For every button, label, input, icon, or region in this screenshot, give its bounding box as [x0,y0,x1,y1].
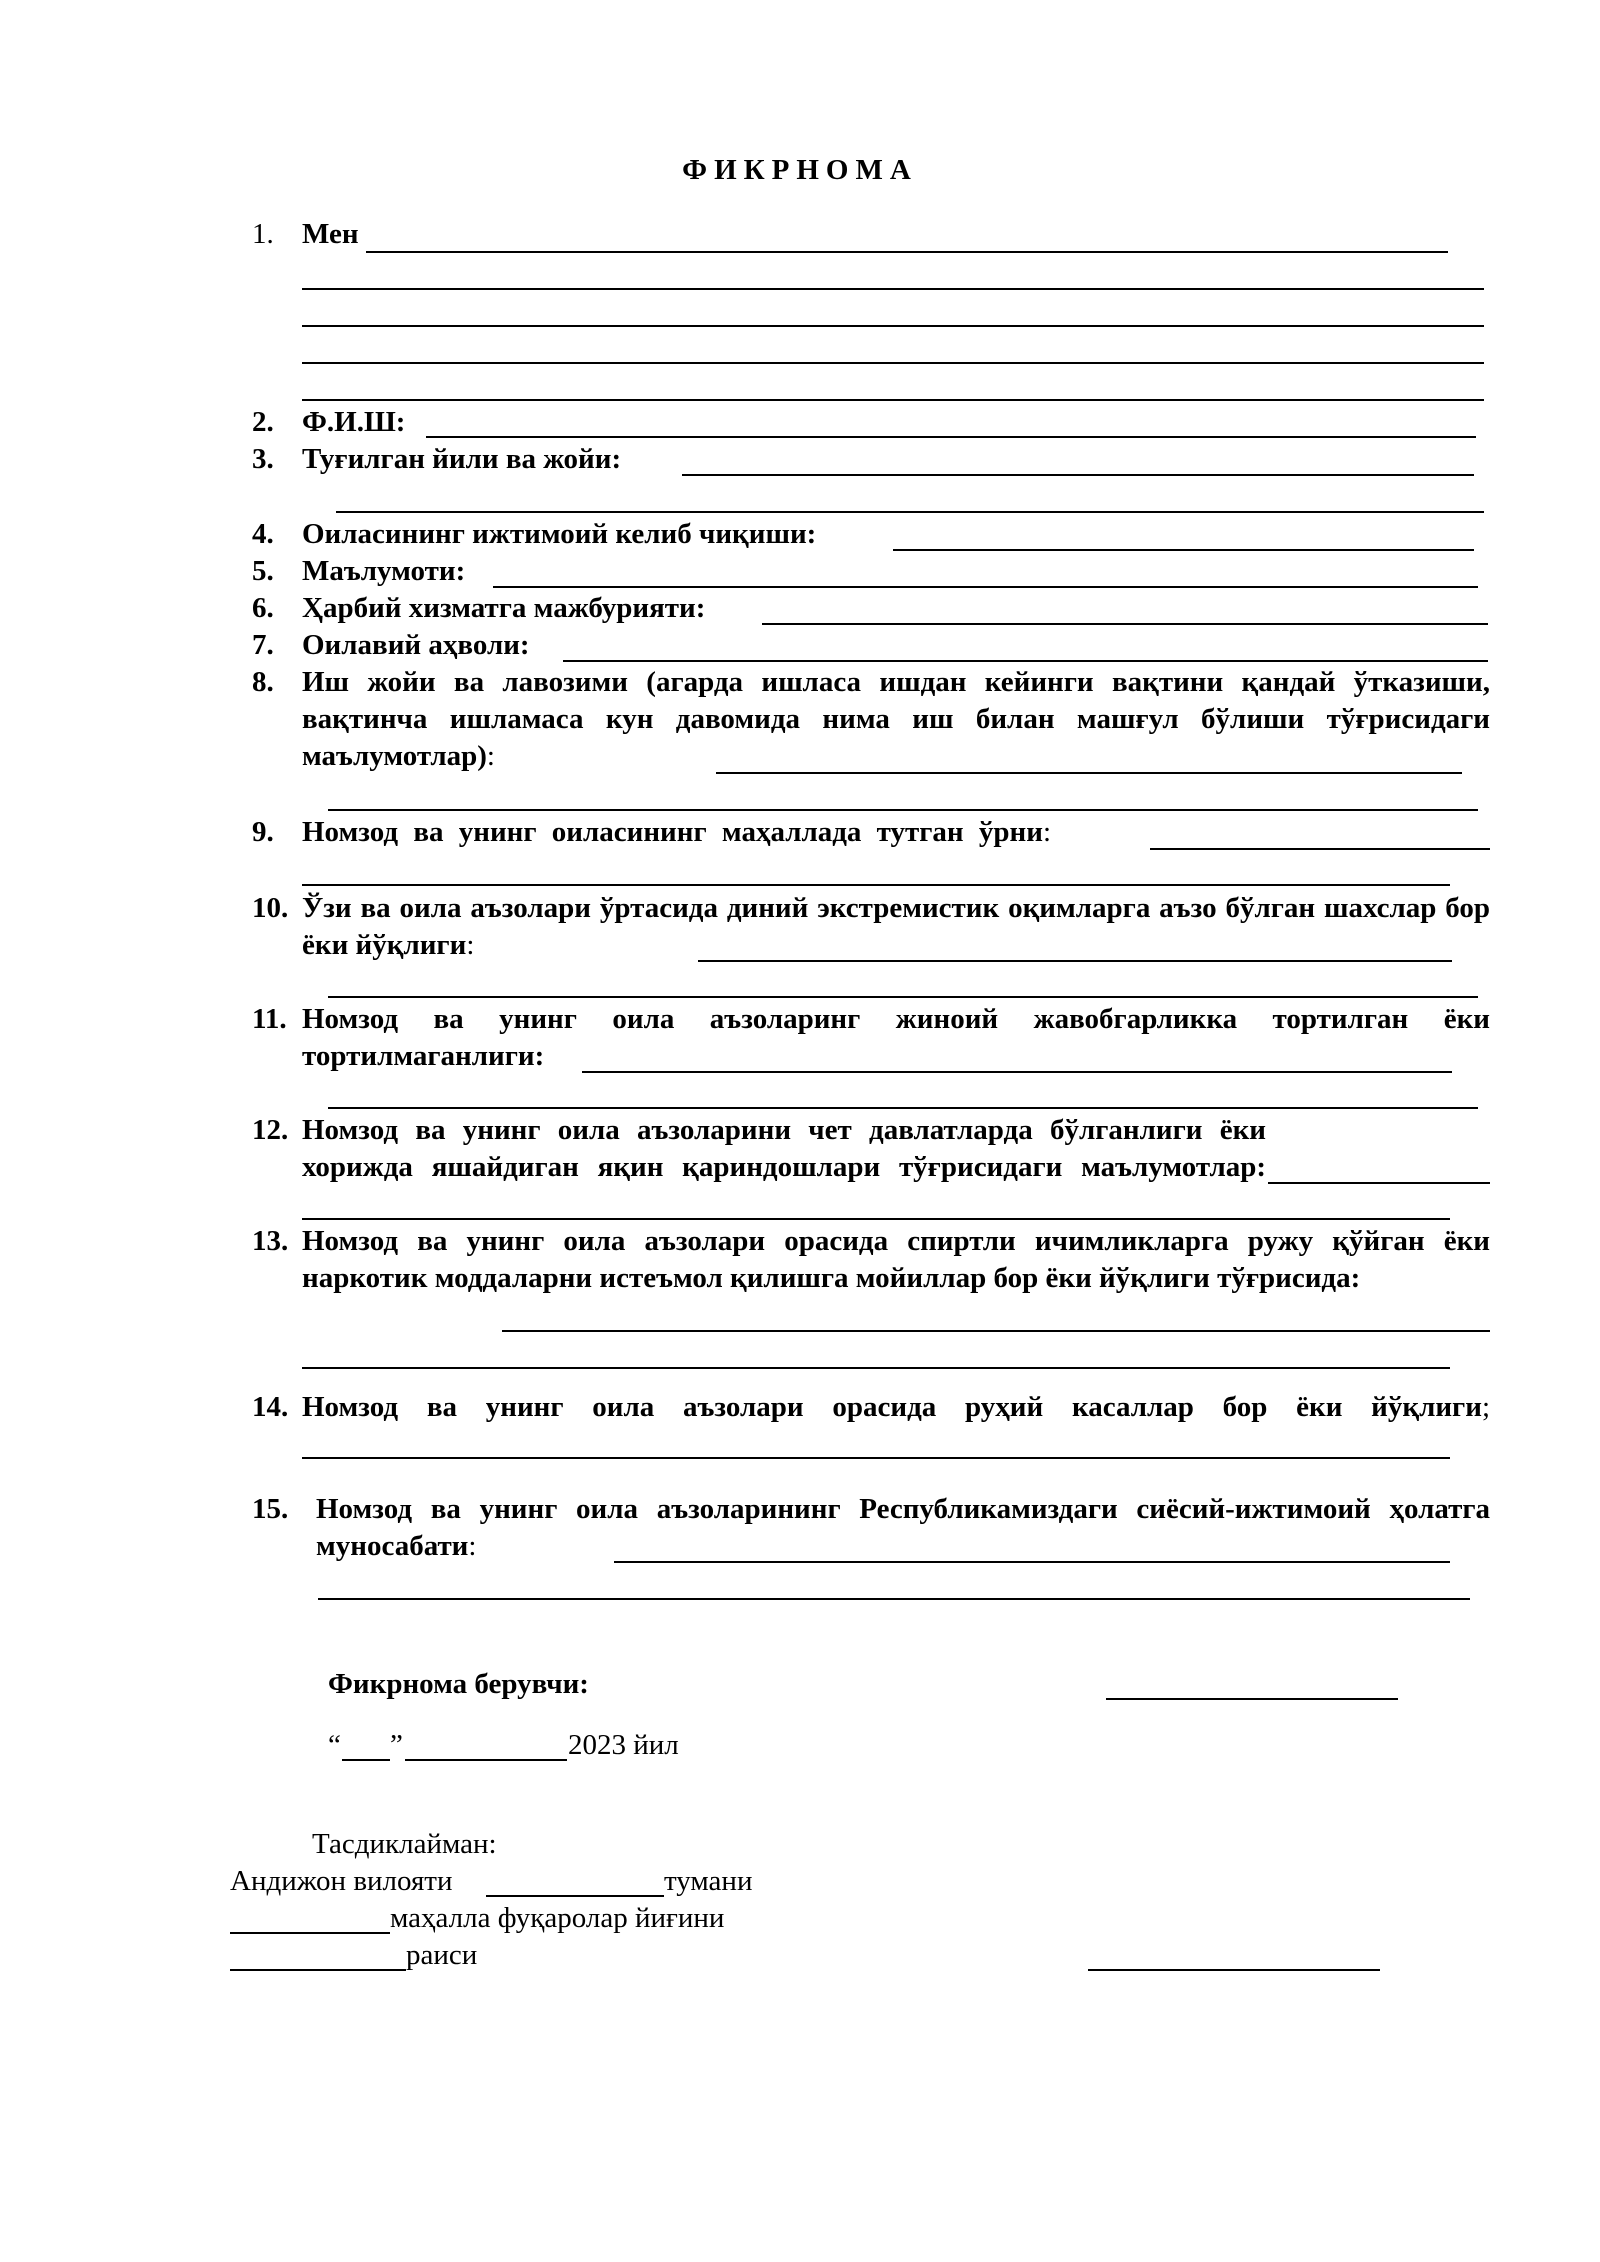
item-number: 2. [252,406,274,438]
fill-line[interactable] [893,549,1474,551]
fill-line[interactable] [716,772,1462,774]
item-label-work: Иш жойи ва лавозими (агарда ишласа ишдан кейинги вақтини қандай ўтказиши, вақтинча ишламаса кун давомида нима иш билан машғул бўлиши тўғрисидаги маълумотлар): [302,666,1490,772]
fill-line[interactable] [302,325,1484,327]
fill-line[interactable] [682,474,1474,476]
item-label-education: Маълумоти: [302,555,466,587]
document-title: ФИКРНОМА [682,154,918,186]
fill-line[interactable] [328,1107,1478,1109]
date-year: 2023 йил [568,1729,679,1761]
fill-line[interactable] [366,251,1448,253]
date-day-line[interactable] [342,1759,390,1761]
item-label-criminal: Номзод ва унинг оила аъзоларинг жиноий жавобгарликка тортилган ёки тортилмаганлиги: [302,1003,1490,1072]
item-number: 14. [252,1391,289,1423]
item-number: 4. [252,518,274,550]
item-number: 7. [252,629,274,661]
fill-line[interactable] [302,399,1484,401]
fill-line[interactable] [302,884,1450,886]
fill-line[interactable] [328,996,1478,998]
approval-mahalla: маҳалла фуқаролар йиғини [390,1902,725,1934]
fill-line[interactable] [302,1457,1450,1459]
chairman-line[interactable] [230,1969,406,1971]
fill-line[interactable] [698,960,1452,962]
fill-line[interactable] [426,436,1476,438]
date-open-quote: “ [328,1729,341,1761]
district-line[interactable] [486,1895,664,1897]
item-number: 1. [252,218,274,250]
mahalla-line[interactable] [230,1932,390,1934]
fill-line[interactable] [336,511,1484,513]
item-label-mental: Номзод ва унинг оила аъзолари орасида руҳий касаллар бор ёки йўқлиги; [302,1391,1490,1423]
item-number: 15. [252,1493,289,1525]
fill-line[interactable] [1150,848,1490,850]
fill-line[interactable] [318,1598,1470,1600]
item-label-extremist: Ўзи ва оила аъзолари ўртасида диний экстремистик оқимларга аъзо бўлган шахслар бор ёки йўқлиги: [302,892,1490,961]
item-number: 5. [252,555,274,587]
item-label-military: Ҳарбий хизматга мажбурияти: [302,592,706,624]
chairman-signature-line[interactable] [1088,1969,1380,1971]
date-month-line[interactable] [405,1759,567,1761]
fill-line[interactable] [1268,1182,1490,1184]
item-label-political: Номзод ва унинг оила аъзоларининг Республикамиздаги сиёсий-ижтимоий ҳолатга муносабати: [316,1493,1490,1562]
item-label-marital: Оилавий аҳволи: [302,629,530,661]
fill-line[interactable] [302,1367,1450,1369]
item-number: 13. [252,1225,289,1257]
fill-line[interactable] [302,362,1484,364]
fill-line[interactable] [328,809,1478,811]
fill-line[interactable] [614,1561,1450,1563]
item-label-alcohol: Номзод ва унинг оила аъзолари орасида спиртли ичимликларга ружу қўйган ёки наркотик моддаларни истеъмол қилишга мойиллар бор ёки йўқлиги тўғрисида: [302,1225,1490,1294]
fill-line[interactable] [493,586,1478,588]
fill-line[interactable] [563,660,1488,662]
approval-title: Тасдиклайман: [312,1828,497,1860]
approval-district: тумани [664,1865,753,1897]
fill-line[interactable] [582,1071,1452,1073]
fill-line[interactable] [302,288,1484,290]
item-number: 8. [252,666,274,698]
item-number: 11. [252,1003,287,1035]
signature-line[interactable] [1106,1698,1398,1700]
fill-line[interactable] [302,1218,1450,1220]
item-number: 10. [252,892,289,924]
item-number: 3. [252,443,274,475]
item-number: 6. [252,592,274,624]
item-label-abroad: Номзод ва унинг оила аъзоларини чет давлатларда бўлганлиги ёки хорижда яшайдиган яқин қариндошлари тўғрисидаги маълумотлар: [302,1114,1266,1183]
item-label-origin: Оиласининг ижтимоий келиб чиқиши: [302,518,817,550]
fill-line[interactable] [502,1330,1490,1332]
item-label-men: Мен [302,218,359,250]
date-close-quote: ” [390,1729,403,1761]
item-label-fish: Ф.И.Ш: [302,406,406,438]
approval-region: Андижон вилояти [230,1865,453,1897]
fill-line[interactable] [762,623,1488,625]
item-number: 9. [252,816,274,848]
item-label-mahalla: Номзод ва унинг оиласининг маҳаллада тутган ўрни: [302,816,1052,848]
feedback-giver-label: Фикрнома берувчи: [328,1668,589,1700]
approval-chairman: раиси [406,1939,478,1971]
item-label-birth: Туғилган йили ва жойи: [302,443,622,475]
item-number: 12. [252,1114,289,1146]
